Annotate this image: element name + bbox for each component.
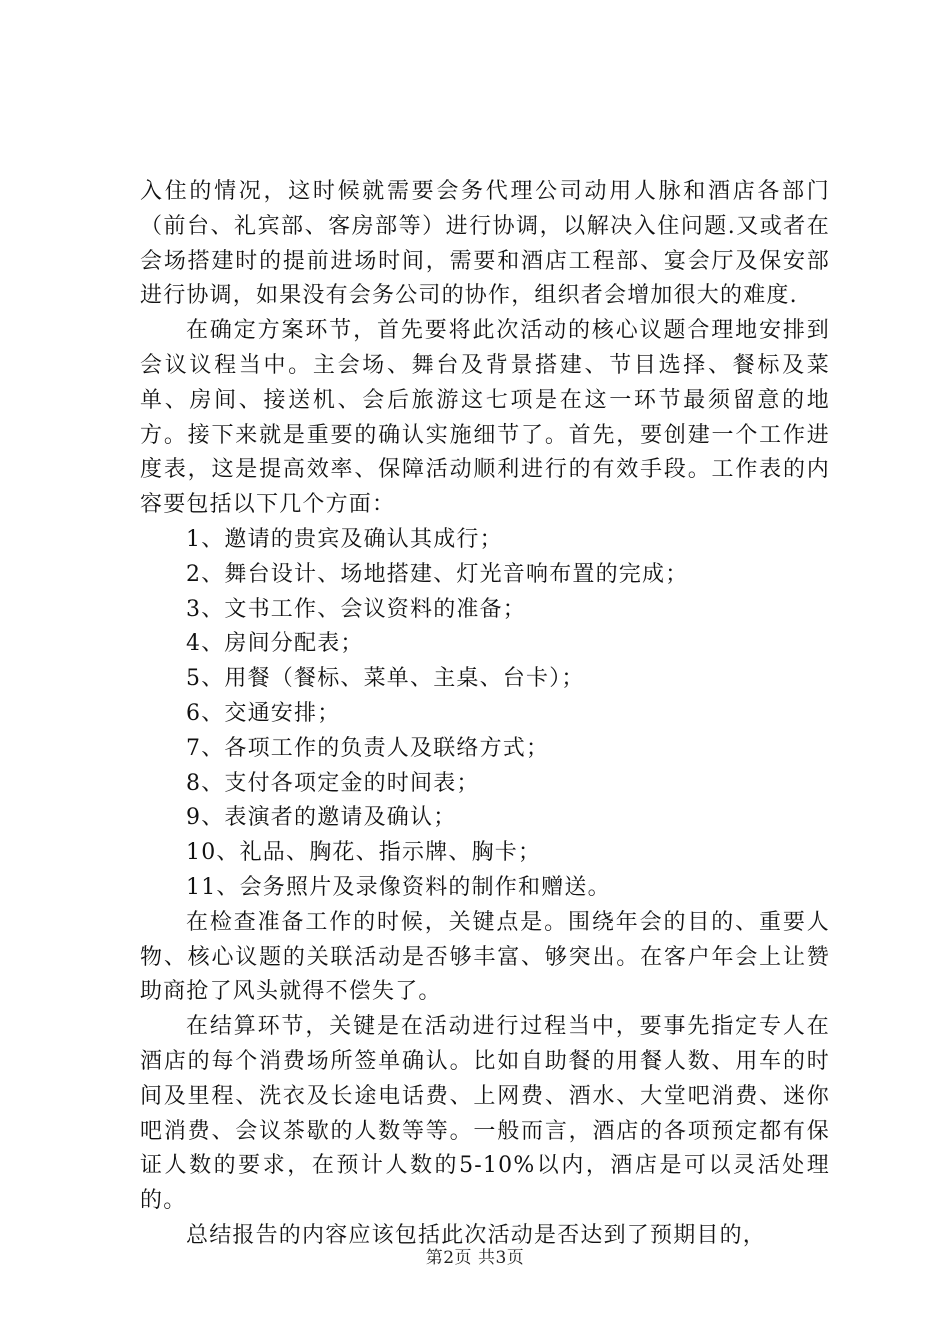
list-item: 7、各项工作的负责人及联络方式； (186, 735, 550, 761)
list-item: 9、表演者的邀请及确认； (186, 805, 457, 831)
list-item: 5、用餐（餐标、菜单、主桌、台卡）； (186, 666, 585, 692)
page-number-footer: 第2页 共3页 (425, 1248, 525, 1268)
paragraph-continuation: 入住的情况，这时候就需要会务代理公司动用人脉和酒店各部门（前台、礼宾部、客房部等）进行协调，以解决入住问题.又或者在会场搭建时的提前进场时间，需要和酒店工程部、宴会厅及保安部进行协调，如果没有会务公司的协作，组织者会增加很大的难度. (140, 179, 830, 309)
list-item: 11、会务照片及录像资料的制作和赠送。 (186, 874, 611, 900)
list-item: 4、房间分配表； (186, 631, 364, 657)
list-item: 6、交通安排； (186, 700, 341, 726)
paragraph-settlement-stage: 在结算环节，关键是在活动进行过程当中，要事先指定专人在酒店的每个消费场所签单确认。比如自助餐的用餐人数、用车的时间及里程、洗衣及长途电话费、上网费、酒水、大堂吧消费、迷你吧消费、会议茶歇的人数等等。一般而言，酒店的各项预定都有保证人数的要求，在预计人数的5-10%以内，酒店是可以灵活处理的。 (140, 1014, 830, 1214)
list-item: 2、舞台设计、场地搭建、灯光音响布置的完成； (186, 561, 689, 587)
paragraph-summary-report: 总结报告的内容应该包括此次活动是否达到了预期目的， (186, 1222, 767, 1248)
list-item: 3、文书工作、会议资料的准备； (186, 596, 526, 622)
list-item: 10、礼品、胸花、指示牌、胸卡； (186, 840, 542, 866)
document-body (140, 175, 830, 1254)
paragraph-plan-stage: 在确定方案环节，首先要将此次活动的核心议题合理地安排到会议议程当中。主会场、舞台及背景搭建、节目选择、餐标及菜单、房间、接送机、会后旅游这七项是在这一环节最须留意的地方。接下来就是重要的确认实施细节了。首先，要创建一个工作进度表，这是提高效率、保障活动顺利进行的有效手段。工作表的内容要包括以下几个方面： (140, 318, 830, 518)
work-schedule-list (140, 523, 830, 906)
list-item: 8、支付各项定金的时间表； (186, 770, 480, 796)
paragraph-check-stage: 在检查准备工作的时候，关键点是。围绕年会的目的、重要人物、核心议题的关联活动是否够丰富、够突出。在客户年会上让赞助商抢了风头就得不偿失了。 (140, 909, 830, 1005)
list-item: 1、邀请的贵宾及确认其成行； (186, 526, 503, 552)
